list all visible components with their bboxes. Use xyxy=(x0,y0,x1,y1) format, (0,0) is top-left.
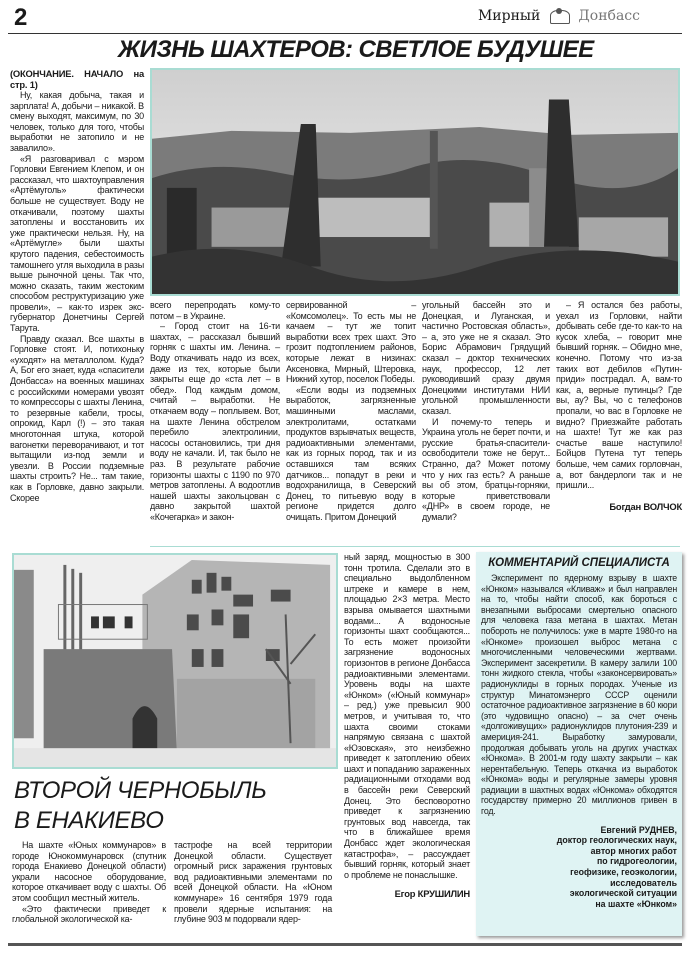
paragraph: угольный бассейн это и Донецкая, и Луганская, и частично Ростовская область», – а, это уже не я сказал. Это Борис Абрамович Грядущий сказал – доктор технических наук, профессор, 12 лет руководивший сразу двумя Донецкими институтами НИИ угольной промышленности сказал. xyxy=(422,300,550,416)
masthead-right: Донбасс xyxy=(578,8,640,24)
masthead-left: Мирный xyxy=(477,8,541,24)
article2-column-2 xyxy=(174,840,332,925)
article1-column-5 xyxy=(556,300,682,512)
signature-line: Евгений РУДНЕВ, xyxy=(600,824,677,835)
article2-title xyxy=(14,776,266,836)
article1-column-3 xyxy=(286,300,416,522)
expert-comment-box xyxy=(476,552,682,936)
article1-column-4 xyxy=(422,300,550,522)
article1-photo xyxy=(150,68,680,296)
page-number: 2 xyxy=(14,4,28,31)
mine-panorama-image xyxy=(152,70,678,294)
signature-line: доктор геологических наук, xyxy=(556,835,677,846)
signature-line: автор многих работ xyxy=(590,845,677,856)
section-divider xyxy=(150,546,680,547)
expert-box-title: КОММЕНТАРИЙ СПЕЦИАЛИСТА xyxy=(488,557,670,569)
article2-author: Егор КРУШИЛИН xyxy=(394,888,470,900)
paragraph: На шахте «Юных коммунаров» в городе Юнокоммунаровск (спутник города Енакиево Донецкой области) украли насосное оборудование, которое откачивает воду с шахты. Об этом сообщил местный житель. xyxy=(12,840,166,903)
paragraph: ный заряд, мощностью в 300 тонн тротила. Сделали это в специально выдолбленном штреке и камере в нем, площадью 2×3 метра. Место взрыва омывается шахтными водами... А водоносные горизонты шахт сообщаются... То есть может произойти загрязнение водоносных горизонтов в регионе Донбасса радиоактивными элементами. Уровень воды на шахте «Юнком» («Юный коммунар» – ред.) уже превысил 900 метров, и учитывая то, что шахта своими стоками напрямую связана с шахтой «Юзовская», это неизбежно приведет к затоплению обеих шахт и попаданию зараженных радиационными отходами вод в бассейн реки Северский Донец. Это бесповоротно приведет к загрязнению грунтовых вод навсегда, так что в ближайшее время Донбасс ждет экологическая катастрофа», – рассуждает бывший горняк, который знает о проблеме не понаслышке. xyxy=(344,552,470,880)
paragraph: сервированной – «Комсомолец». То есть мы не качаем – тут же топит выработки всех трех шахт. Это грозит подтоплением районов, которые лежат в низинах: Аксеновка, Мирный, Штеровка, Нижний хутор, поселок Победы. xyxy=(286,300,416,385)
coat-of-arms-icon xyxy=(546,8,572,24)
article2-title-line2: В ЕНАКИЕВО xyxy=(14,807,164,834)
paragraph: «Если воды из подземных выработок, загрязненные машинными маслами, электролитами, остатками продуктов взрывчатых веществ, радиоактивными элементами, как из горных пород, так и из оставшихся там всяких датчиков... попадут в реки и водохранилища, в Северский Донец, то питьевую воду в регионе придется долго очищать. Притом Донецкий xyxy=(286,384,416,522)
article2-title-line1: ВТОРОЙ ЧЕРНОБЫЛЬ xyxy=(14,777,267,804)
signature-line: исследователь xyxy=(610,877,677,888)
article2-column-3 xyxy=(344,552,470,899)
article2-column-1 xyxy=(12,840,166,925)
article1-title: ЖИЗНЬ ШАХТЕРОВ: СВЕТЛОЕ БУДУШЕЕ xyxy=(118,36,594,63)
signature-line: экологической ситуации xyxy=(569,888,677,899)
footer-divider xyxy=(8,943,682,946)
paragraph: – Город стоит на 16-ти шахтах, – рассказал бывший горняк с шахты им. Ленина. – Воду откачивать надо из всех, даже из тех, которые были закрыты еще до «ста лет – в обед». Под каждым домом, считай – выработки. Не откачаем воду – поплывем. Вот, на шахте Ленина обстрелом перебило электролинии, насосы остановились, три дня воду не качали. И, так было не раз. В результате рабочие горизонты шахты с 1190 по 970 метров затоплены. А водоотлив нашей шахты закольцован с давно закрытой шахтой «Кочегарка» и закон- xyxy=(150,321,280,522)
expert-text: Эксперимент по ядерному взрыву в шахте «Юнком» назывался «Кливаж» и был направлен на то, чтобы найти способ, как бороться с внезапными выбросами смертельно опасного для человека газа метана в шахтах. Метан побороть не получилось: уже в марте 1980-го на «Юнкоме» произошел выброс метана с многочисленными человеческими жертвами. Эксперимент засекретили. В камеру залили 100 тонн жидкого стекла, чтобы «законсервировать» радионуклиды в горных породах. Ученые из структур Минатомэнерго СССР оценили остаточное радиоактивное загрязнение в 60 кюри (это чудовищно опасно) – за счет очень «долгоживущих» радионуклидов плутония-239 и америция-241. Выработку замуровали, продолжая добывать уголь на других участках «Юнкома». В 2001-м году шахту закрыли – как нерентабельную. Теперь откачка из выработок «Юнкома» воды и регулярные замеры уровня радиации в шахтных водах «Юнкома» обходятся государству примерно 20 миллионов гривен в год. xyxy=(481,573,677,817)
article1-author: Богдан ВОЛЧОК xyxy=(609,500,682,512)
paragraph: «Это фактически приведет к глобальной экологической ка- xyxy=(12,903,166,925)
paragraph: И почему-то теперь и Украина уголь не берет почти, и русские братья-спасители-освободители тоже не берут... Странно, да? Может потому что у них газ есть? А раньше вы об этом, братцы-горняки, которые приветствовали «ДНР» в своем городе, не думали? xyxy=(422,416,550,522)
paragraph: Ну, какая добыча, такая и зарплата! А, добычи – никакой. В смену выходят, максимум, по 30 человек, только для того, чтобы выработки не затопило и не завалило». xyxy=(10,90,144,153)
paragraph: всего перепродать кому-то потом – в Украине. xyxy=(150,300,280,321)
continued-note: (ОКОНЧАНИЕ. НАЧАЛО на стр. 1) xyxy=(10,68,144,90)
expert-signature xyxy=(481,825,677,910)
masthead xyxy=(478,8,640,24)
signature-line: по гидрогеологии, xyxy=(596,856,677,867)
signature-line: на шахте «Юнком» xyxy=(595,898,677,909)
mine-building-image xyxy=(14,555,336,767)
article1-column-1 xyxy=(10,68,144,503)
paragraph: «Я разговаривал с мэром Горловки Евгением Клепом, и он рассказал, что шахтоуправления «Артёмуголь» фактически больше не существует. Воду не откачивали, поэтому шахты затоплены и восстановить их уже практически нельзя. Ну, на «Артёмугле» были шахты крутого падения, себестоимость тамошнего угля выходила в разы выше рыночной цены. Так что, можно сказать, таким жестоким способом реструктуризацию уже провели», – как-то изрек экс-губернатор Донетчины Сергей Тарута. xyxy=(10,153,144,334)
article1-column-2 xyxy=(150,300,280,522)
article2-photo xyxy=(12,553,338,769)
paragraph: Правду сказал. Все шахты в Горловке стоят. И, потихоньку «уходят» на металлолом. Куда? А, Бог его знает, куда «спасители Донбасса» на военных машинах с российскими номерами увозят то компрессоры с шахты Ленина, то резервные кабели, тросы, опрокид, Карл (!) – это такая многотонная штука, которой вагонетки переворачивают, и тот вытащили из-под земли и увезли. В России подземные шахты строить? Не... там такие, как в Горловке, давно закрыли. Скорее xyxy=(10,333,144,503)
paragraph: тастрофе на всей территории Донецкой области. Существует огромный риск заражения грунтовых вод радиоактивными элементами по всей Донецкой области. На «Юном коммунаре» 16 сентября 1979 года провели ядерные испытания: на глубине 903 м подорвали ядер- xyxy=(174,840,332,925)
signature-line: геофизике, геоэкологии, xyxy=(570,867,677,878)
header-divider xyxy=(8,33,682,34)
paragraph: – Я остался без работы, уехал из Горловки, найти добывать себе где-то как-то на кусок хлеба, – говорит мне бывший горняк. – Обидно мне, конечно. Потому что из-за таких вот дебилов «Путин-приди» пострадал. А, вам-то как, а, верные путинцы? Где вы, ау? Вы, чо с телефонов пропали, чо вас в Горловке не видно? Приезжайте работать на шахте! Тут же как раз счастье ваше наступило! Бойцов Путена тут теперь больше, чем самих горловчан, а, вот бандерлоги так и не пришли... xyxy=(556,300,682,491)
